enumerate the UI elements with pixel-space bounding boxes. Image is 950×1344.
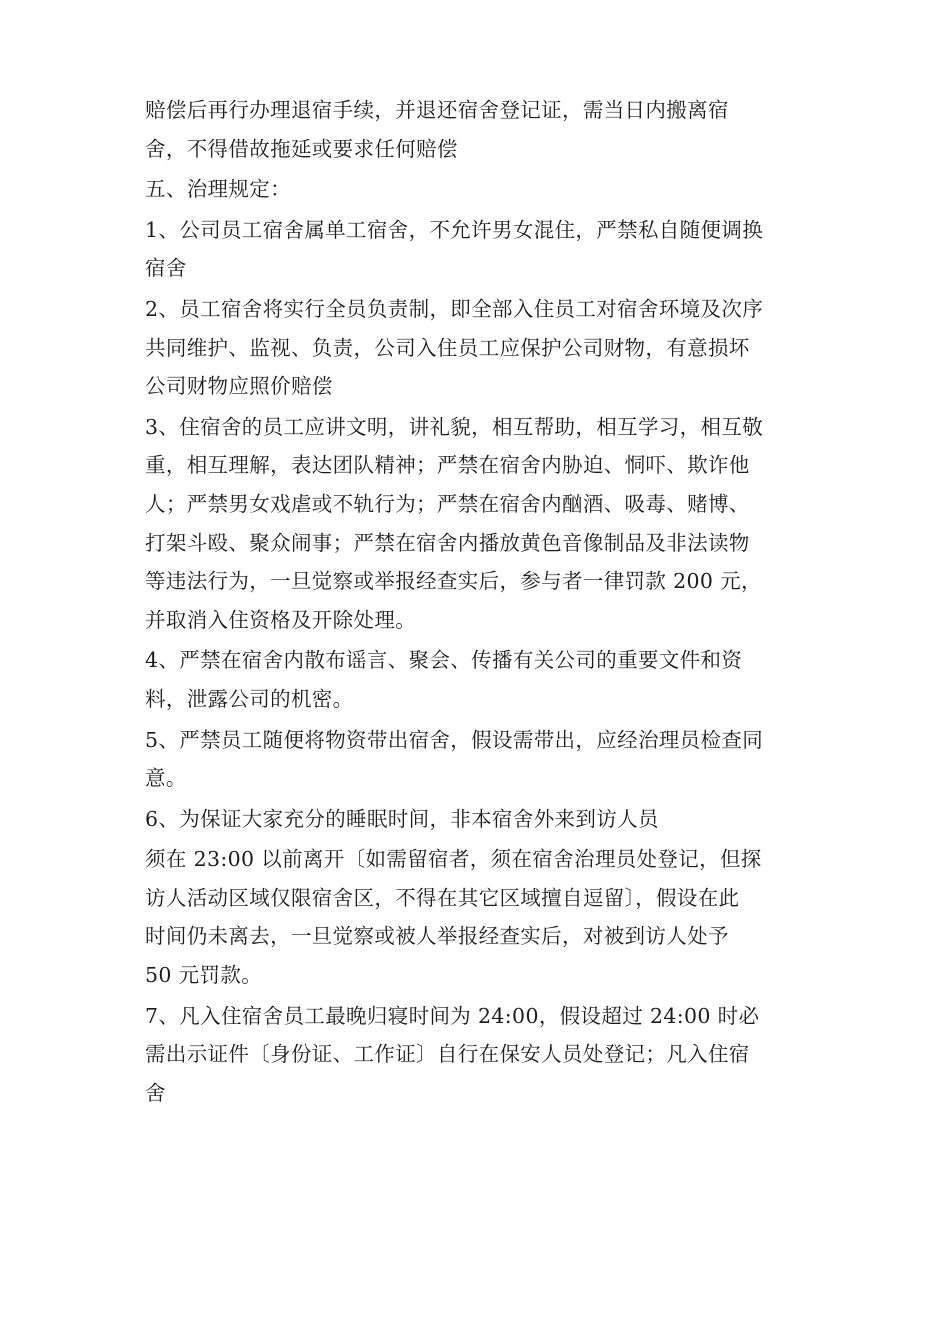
text-line: 打架斗殴、聚众闹事；严禁在宿舍内播放黄色音像制品及非法读物	[145, 530, 750, 555]
paragraph	[145, 290, 815, 406]
text-line: 并取消入住资格及开除处理。	[145, 607, 417, 632]
text-line: 4、严禁在宿舍内散布谣言、聚会、传播有关公司的重要文件和资	[145, 648, 743, 673]
text-line: 5、严禁员工随便将物资带出宿舍，假设需带出，应经治理员检查同	[145, 727, 764, 752]
text-line: 重，相互理解，表达团队精神；严禁在宿舍内胁迫、恫吓、欺诈他	[145, 453, 750, 478]
paragraph	[145, 721, 815, 798]
text-line: 时间仍未离去，一旦觉察或被人举报经查实后，对被到访人处予	[145, 924, 729, 949]
paragraph	[145, 800, 815, 839]
document-body	[145, 91, 815, 1112]
text-line: 料，泄露公司的机密。	[145, 686, 354, 711]
text-line: 需出示证件〔身份证、工作证〕自行在保安人员处登记；凡入住宿	[145, 1042, 750, 1067]
text-line: 舍，不得借故拖延或要求任何赔偿	[145, 136, 458, 161]
text-line: 50 元罚款。	[145, 963, 263, 988]
text-line: 公司财物应照价赔偿	[145, 374, 333, 399]
paragraph	[145, 840, 815, 994]
paragraph	[145, 641, 815, 718]
text-line: 五、治理规定：	[145, 177, 291, 202]
paragraph	[145, 170, 815, 209]
text-line: 6、为保证大家充分的睡眠时间，非本宿舍外来到访人员	[145, 806, 659, 831]
text-line: 1、公司员工宿舍属单工宿舍，不允许男女混住，严禁私自随便调换	[145, 217, 764, 242]
text-line: 3、住宿舍的员工应讲文明，讲礼貌，相互帮助，相互学习，相互敬	[145, 414, 764, 439]
text-line: 宿舍	[145, 256, 187, 281]
text-line: 意。	[145, 766, 187, 791]
text-line: 2、员工宿舍将实行全员负责制，即全部入住员工对宿舍环境及次序	[145, 296, 764, 321]
text-line: 等违法行为，一旦觉察或举报经查实后，参与者一律罚款 200 元，	[145, 569, 762, 594]
paragraph	[145, 997, 815, 1113]
text-line: 访人活动区域仅限宿舍区，不得在其它区域擅自逗留〕，假设在此	[145, 885, 740, 910]
paragraph	[145, 211, 815, 288]
text-line: 舍	[145, 1080, 166, 1105]
text-line: 人；严禁男女戏虐或不轨行为；严禁在宿舍内酗酒、吸毒、赌博、	[145, 491, 750, 516]
text-line: 赔偿后再行办理退宿手续，并退还宿舍登记证，需当日内搬离宿	[145, 98, 729, 122]
text-line: 7、凡入住宿舍员工最晚归寝时间为 24:00，假设超过 24:00 时必	[145, 1003, 760, 1028]
text-line: 须在 23:00 以前离开〔如需留宿者，须在宿舍治理员处登记，但探	[145, 847, 762, 872]
paragraph	[145, 91, 815, 168]
paragraph	[145, 408, 815, 640]
text-line: 共同维护、监视、负责，公司入住员工应保护公司财物，有意损坏	[145, 335, 750, 360]
